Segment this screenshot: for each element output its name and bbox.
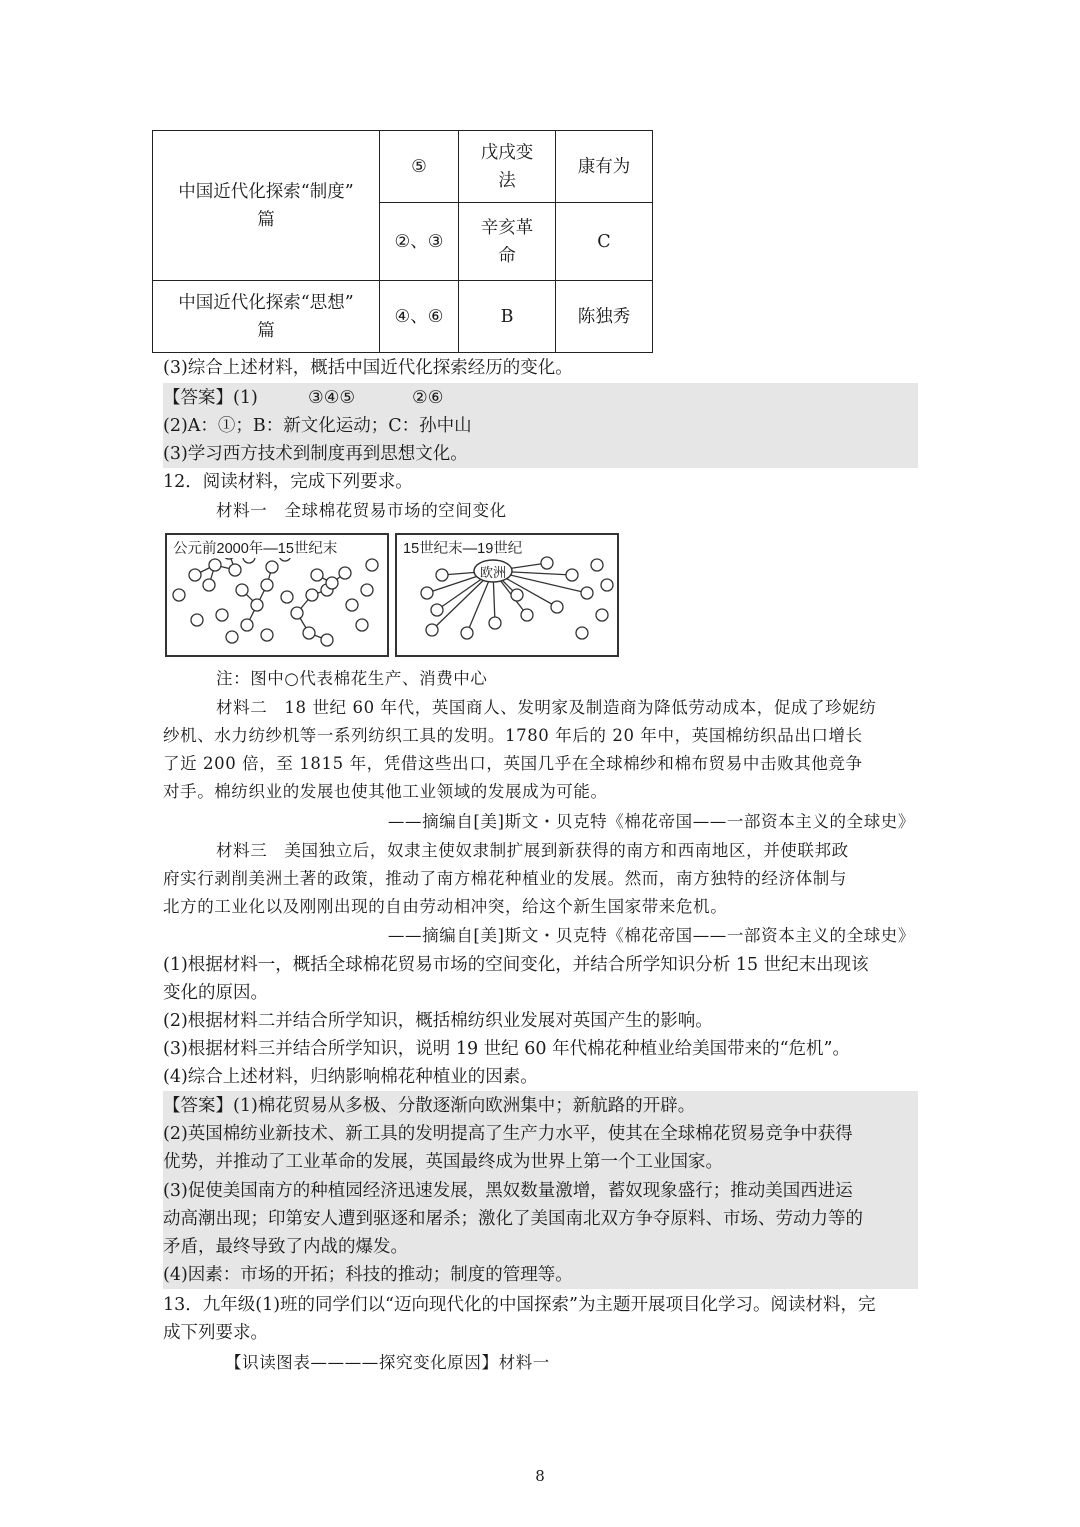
table-cell: 辛亥革 命: [459, 203, 556, 281]
table-cell: 戊戌变 法: [459, 131, 556, 203]
material-text: 纱机、水力纺纱机等一系列纺织工具的发明。1780 年后的 20 年中，英国棉纺织品出口增长: [163, 726, 863, 745]
table-cell: C: [556, 203, 653, 281]
table-cell: ④、⑥: [380, 281, 459, 353]
material-source: ——摘编自[美]斯文・贝克特《棉花帝国——一部资本主义的全球史》: [387, 926, 915, 945]
answer-text: 优势，并推动了工业革命的发展，英国最终成为世界上第一个工业国家。: [163, 1152, 723, 1172]
table-row-label: 中国近代化探索“制度” 篇: [153, 131, 380, 281]
question-stem: 成下列要求。: [163, 1323, 268, 1343]
question-stem: 12．阅读材料，完成下列要求。: [163, 472, 413, 492]
answer-text: (2)A：①；B：新文化运动；C：孙中山: [163, 416, 472, 436]
answer-text: (4)因素：市场的开拓；科技的推动；制度的管理等。: [163, 1265, 573, 1285]
hub-label: 欧洲: [480, 565, 507, 580]
map-panel-after: [395, 533, 619, 657]
answer-text: ③④⑤: [308, 388, 356, 408]
answer-text: ②⑥: [412, 388, 444, 408]
table-cell: 陈独秀: [556, 281, 653, 353]
question-text: (2)根据材料二并结合所学知识，概括棉纺织业发展对英国产生的影响。: [163, 1011, 713, 1031]
section-heading: 【识读图表————探究变化原因】材料一: [225, 1353, 550, 1372]
node-circles: [173, 547, 378, 646]
answer-text: (3)学习西方技术到制度再到思想文化。: [163, 444, 468, 464]
answer-text: (3)促使美国南方的种植园经济迅速发展，黑奴数量激增，蓄奴现象盛行；推动美国西进运: [163, 1181, 853, 1201]
material-text: 了近 200 倍，至 1815 年，凭借这些出口，英国几乎在全球棉纱和棉布贸易中击败其他竞争: [163, 754, 863, 773]
node-circles: [421, 557, 613, 639]
question-text: (3)综合上述材料，概括中国近代化探索经历的变化。: [163, 358, 573, 378]
question-text: (4)综合上述材料，归纳影响棉花种植业的因素。: [163, 1067, 538, 1087]
question-text: (3)根据材料三并结合所学知识，说明 19 世纪 60 年代棉花种植业给美国带来的“危机”。: [163, 1039, 850, 1059]
answer-label: 【答案】(1): [163, 388, 258, 408]
material-text: 材料三 美国独立后，奴隶主使奴隶制扩展到新获得的南方和西南地区，并使联邦政: [216, 841, 849, 860]
answer-text: 矛盾，最终导致了内战的爆发。: [163, 1237, 408, 1257]
question-text: 变化的原因。: [163, 983, 268, 1003]
table-cell: ②、③: [380, 203, 459, 281]
material-text: 府实行剥削美洲土著的政策，推动了南方棉花种植业的发展。然而，南方独特的经济体制与: [163, 869, 847, 888]
question-stem: 13．九年级(1)班的同学们以“迈向现代化的中国探索”为主题开展项目化学习。阅读材料，完: [163, 1295, 876, 1315]
answer-text: (2)英国棉纺业新技术、新工具的发明提高了生产力水平，使其在全球棉花贸易竞争中获得: [163, 1124, 853, 1144]
table-row-label: 中国近代化探索“思想” 篇: [153, 281, 380, 353]
panel-title: 公元前2000年—15世纪末: [171, 537, 339, 558]
material-text: 对手。棉纺织业的发展也使其他工业领域的发展成为可能。: [163, 782, 608, 801]
answer-text: 动高潮出现；印第安人遭到驱逐和屠杀；激化了美国南北双方争夺原料、市场、劳动力等的: [163, 1209, 863, 1229]
page-number: 8: [535, 1467, 545, 1485]
material-source: ——摘编自[美]斯文・贝克特《棉花帝国——一部资本主义的全球史》: [387, 812, 915, 831]
material-text: 材料二 18 世纪 60 年代，英国商人、发明家及制造商为降低劳动成本，促成了珍妮纺: [216, 698, 877, 717]
table-cell: B: [459, 281, 556, 353]
answer-text: 【答案】(1)棉花贸易从多极、分散逐渐向欧洲集中；新航路的开辟。: [163, 1096, 696, 1116]
material-text: 北方的工业化以及刚刚出现的自由劳动相冲突，给这个新生国家带来危机。: [163, 897, 728, 916]
table-cell: 康有为: [556, 131, 653, 203]
map-panel-before: [165, 533, 389, 657]
comparison-table: [152, 130, 653, 353]
panel-title: 15世纪末—19世纪: [401, 537, 524, 558]
material-title: 材料一 全球棉花贸易市场的空间变化: [216, 501, 507, 520]
question-text: (1)根据材料一，概括全球棉花贸易市场的空间变化，并结合所学知识分析 15 世纪末出现该: [163, 955, 869, 975]
table-cell: ⑤: [380, 131, 459, 203]
diagram-note: 注：图中○代表棉花生产、消费中心: [216, 669, 488, 688]
